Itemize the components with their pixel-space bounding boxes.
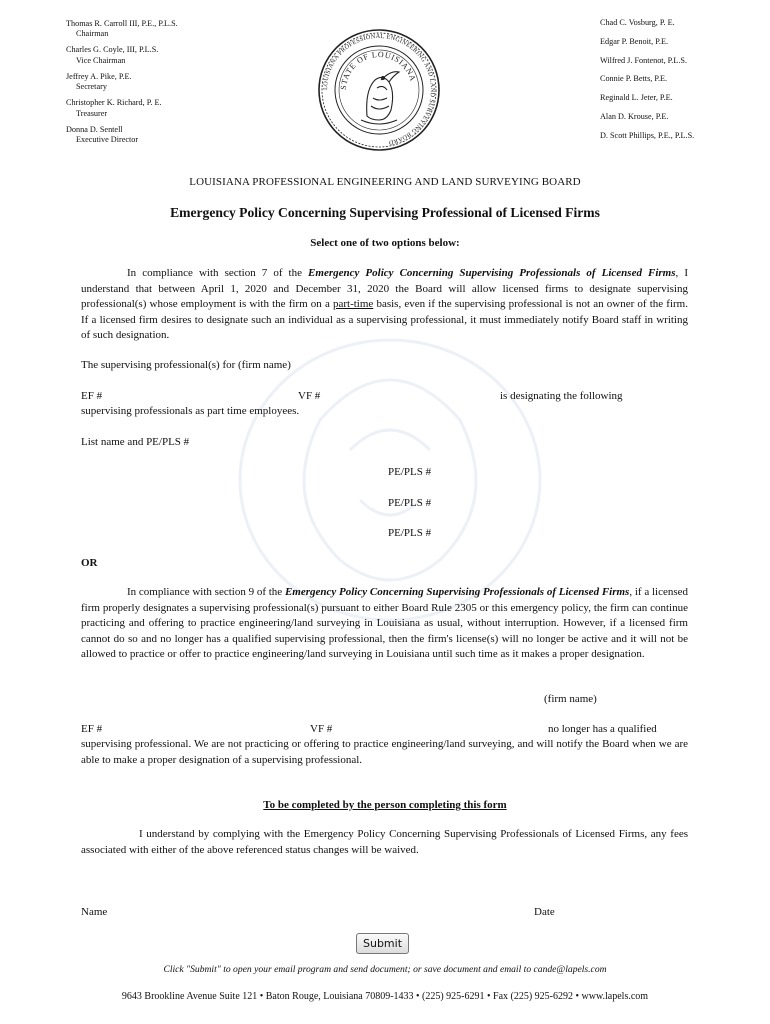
members-list	[600, 18, 694, 150]
option1-paragraph	[81, 266, 688, 344]
completion-heading: To be completed by the person completing this form	[263, 799, 507, 811]
or-divider: OR	[81, 557, 98, 569]
officer-name: Donna D. Sentell	[66, 124, 123, 134]
ef-label: EF #	[81, 390, 103, 402]
name-label: Name	[81, 906, 108, 918]
member-name: Edgar P. Benoit, P.E.	[600, 36, 668, 46]
seal-inner-text: STATE OF LOUISIANA	[338, 49, 418, 91]
officer	[66, 125, 178, 146]
state-board-seal	[317, 28, 441, 152]
member-name: Chad C. Vosburg, P. E.	[600, 18, 675, 27]
officer	[66, 72, 178, 93]
officer-name: Charles G. Coyle, III, P.L.S.	[66, 45, 159, 55]
submit-instructions: Click "Submit" to open your email program and send document; or save document and email to cande@lapels.com	[163, 964, 607, 975]
option1-intro: In compliance with section 7 of the	[127, 267, 309, 279]
submit-button[interactable]: Submit	[356, 933, 409, 954]
vf-label: VF #	[310, 723, 333, 735]
officer-name: Thomas R. Carroll III, P.E., P.L.S.	[66, 19, 178, 28]
option2-text: , if a licensed firm properly designates a supervising professional(s) pursuant to either Board Rule 2305 or this emergency policy, the firm can continue practicing and offering to practice engineering/land surveying in Louisiana as usual, without interruption. However, if a licensed firm cannot do so and no longer has a qualified supervising professional, then the firm's license(s) will no longer be active and it will not be allowed to practice or offer to practice engineering/land surveying in Louisiana until such time as it makes a proper designation.	[81, 586, 688, 661]
option1-text-b: basis, even if the supervising professional is not an owner of the firm. If a licensed firm desires to designate such an individual as a supervising professional, it must immediately notify Board staff in writing of such designation.	[81, 298, 688, 342]
member-name: Alan D. Krouse, P.E.	[600, 111, 669, 121]
officer-title: Vice Chairman	[76, 55, 126, 65]
option2-intro: In compliance with section 9 of the	[127, 586, 285, 598]
officer-name: Christopher K. Richard, P. E.	[66, 98, 162, 108]
officer-title: Chairman	[76, 29, 109, 39]
pe-pls-label: PE/PLS #	[388, 527, 432, 539]
option2-closing: supervising professional. We are not practicing or offering to practice engineering/land surveying, and will notify the Board when we are able to make a proper designation of a supervising professional.	[81, 738, 688, 766]
member-name: Reginald L. Jeter, P.E.	[600, 93, 673, 103]
member-name: D. Scott Phillips, P.E., P.L.S.	[600, 130, 695, 140]
member-name: Wilfred J. Fontenot, P.L.S.	[600, 55, 688, 65]
page-title: Emergency Policy Concerning Supervising Professional of Licensed Firms	[170, 205, 600, 220]
completion-text: I understand by complying with the Emergency Policy Concerning Supervising Professionals of Licensed Firms, any fees associated with either of the above referenced status changes will be waived.	[81, 828, 688, 856]
vf-label: VF #	[298, 390, 321, 402]
pe-pls-label: PE/PLS #	[388, 497, 432, 509]
seal-outer-text: LOUISIANA PROFESSIONAL ENGINEERING AND LAND SURVEYING BOARD	[321, 32, 437, 147]
officer-title: Treasurer	[76, 108, 108, 118]
officers-list	[66, 19, 178, 151]
ef-label: EF #	[81, 723, 103, 735]
board-name: LOUISIANA PROFESSIONAL ENGINEERING AND LAND SURVEYING BOARD	[189, 176, 581, 188]
firm-name-line: The supervising professional(s) for (firm name)	[81, 359, 291, 371]
part-time-line: supervising professionals as part time employees.	[81, 405, 300, 417]
options-subtitle: Select one of two options below:	[310, 237, 460, 249]
officer	[66, 98, 178, 119]
designating-text: is designating the following	[500, 390, 623, 402]
officer-name: Jeffrey A. Pike, P.E.	[66, 71, 132, 81]
option1-text-a: , I understand that between April 1, 2020 and December 31, 2020 the Board will allow licensed firms to designate supervising professional(s) whose employment is with the firm on a	[81, 267, 688, 311]
option2-policy-name: Emergency Policy Concerning Supervising Professionals of Licensed Firms	[284, 586, 630, 598]
pe-pls-label: PE/PLS #	[388, 466, 432, 478]
officer-title: Secretary	[76, 82, 107, 92]
officer	[66, 45, 178, 66]
footer-address: 9643 Brookline Avenue Suite 121 • Baton Rouge, Louisiana 70809-1433 • (225) 925-6291 • Fax (225) 925-6292 • www.lapels.com	[121, 991, 649, 1002]
date-label: Date	[534, 906, 555, 918]
option2-paragraph	[81, 585, 688, 663]
firm-name-label: (firm name)	[544, 693, 597, 705]
officer-title: Executive Director	[76, 135, 139, 145]
no-longer-text: no longer has a qualified	[548, 723, 657, 735]
officer	[66, 19, 178, 40]
completion-paragraph	[81, 827, 688, 858]
part-time-term: part-time	[332, 298, 374, 311]
list-label: List name and PE/PLS #	[81, 436, 190, 448]
option1-policy-name: Emergency Policy Concerning Supervising Professionals of Licensed Firms	[308, 267, 676, 279]
member-name: Connie P. Betts, P.E.	[600, 74, 668, 84]
